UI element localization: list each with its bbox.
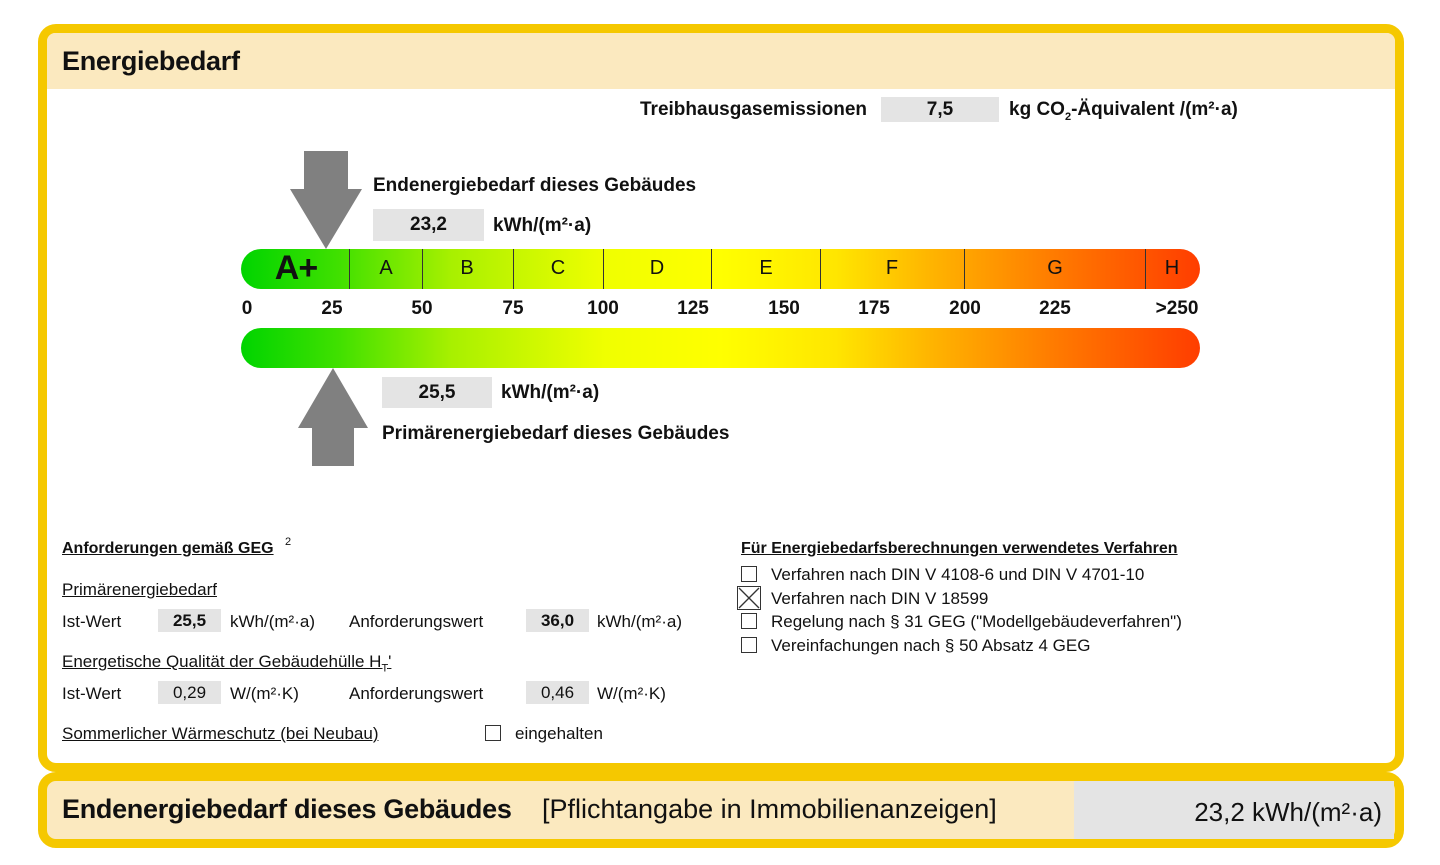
envelope-heading: Energetische Qualität der Gebäudehülle $H_T'$	[62, 652, 392, 675]
energy-gradient-bar	[241, 328, 1200, 368]
primary-req-value: 36,0	[526, 609, 589, 632]
scale-tick: 0	[241, 298, 253, 319]
class-divider	[513, 249, 514, 289]
final-energy-arrow-icon	[290, 151, 362, 249]
footer-value: 23,2 kWh/(m²·a)	[1194, 797, 1382, 827]
scale-tick: 25	[321, 298, 343, 319]
envelope-ist-label: Ist-Wert	[62, 684, 122, 703]
method-checkbox-din4108[interactable]	[741, 566, 757, 582]
primary-req-unit: kWh/(m²·a)	[597, 612, 682, 631]
method-label-31geg: Regelung nach § 31 GEG ("Modellgebäudeverfahren")	[771, 612, 1182, 631]
class-label-g: G	[1047, 257, 1063, 279]
primary-energy-arrow-icon	[298, 368, 368, 466]
emissions-value: 7,5	[881, 97, 999, 122]
envelope-ist-unit: W/(m²·K)	[230, 684, 299, 703]
scale-tick: 125	[677, 298, 709, 319]
methods-title: Für Energiebedarfsberechnungen verwendetes Verfahren	[741, 540, 1178, 557]
envelope-req-label: Anforderungswert	[349, 684, 484, 703]
scale-tick: 100	[587, 298, 619, 319]
primary-energy-value: 25,5	[382, 377, 492, 408]
class-label-f: F	[885, 257, 899, 279]
final-energy-label: Endenergiebedarf dieses Gebäudes	[373, 175, 697, 196]
method-label-din4108: Verfahren nach DIN V 4108-6 und DIN V 4701-10	[771, 565, 1145, 584]
footer-subtitle: [Pflichtangabe in Immobilienanzeigen]	[542, 794, 997, 824]
emissions-unit: kg $CO_2$-Äquivalent /(m²·a)	[1009, 99, 1238, 123]
scale-tick: 200	[949, 298, 981, 319]
scale-tick: 150	[768, 298, 800, 319]
primary-requirement-heading: Primärenergiebedarf	[62, 580, 217, 599]
scale-tick: 175	[858, 298, 890, 319]
method-label-din18599: Verfahren nach DIN V 18599	[771, 589, 989, 608]
class-label-h: H	[1164, 257, 1180, 279]
class-divider	[1145, 249, 1146, 289]
envelope-req-value: 0,46	[526, 681, 589, 704]
summer-protection-label: Sommerlicher Wärmeschutz (bei Neubau)	[62, 724, 379, 743]
checkmark-x-icon	[738, 587, 760, 609]
emissions-label: Treibhausgasemissionen	[640, 99, 868, 120]
summer-protection-check-label: eingehalten	[515, 724, 603, 743]
class-divider	[711, 249, 712, 289]
scale-tick: 50	[411, 298, 433, 319]
primary-ist-unit: kWh/(m²·a)	[230, 612, 315, 631]
primary-energy-unit: kWh/(m²·a)	[501, 382, 600, 403]
method-checkbox-50geg[interactable]	[741, 637, 757, 653]
envelope-req-unit: W/(m²·K)	[597, 684, 666, 703]
class-label-d: D	[649, 257, 665, 279]
efficiency-class-scale	[241, 249, 1200, 289]
primary-ist-label: Ist-Wert	[62, 612, 122, 631]
class-divider	[964, 249, 965, 289]
scale-tick: 225	[1039, 298, 1071, 319]
class-divider	[349, 249, 350, 289]
primary-req-label: Anforderungswert	[349, 612, 484, 631]
final-energy-unit: kWh/(m²·a)	[493, 215, 592, 236]
envelope-ist-value: 0,29	[158, 681, 221, 704]
class-divider	[820, 249, 821, 289]
class-label-b: B	[460, 257, 474, 279]
panel-header	[47, 33, 1395, 89]
panel-title: Energiebedarf	[62, 46, 240, 76]
class-label-c: C	[550, 257, 566, 279]
footer-title: Endenergiebedarf dieses Gebäudes	[62, 794, 512, 824]
scale-tick: >250	[1155, 298, 1199, 319]
footer-panel	[38, 772, 1404, 848]
summer-protection-checkbox[interactable]	[485, 725, 501, 741]
primary-energy-label: Primärenergiebedarf dieses Gebäudes	[382, 423, 730, 444]
footer-value-box	[1074, 781, 1394, 839]
scale-tick: 75	[502, 298, 524, 319]
method-checkbox-31geg[interactable]	[741, 613, 757, 629]
requirements-title: Anforderungen gemäß GEG	[62, 540, 274, 557]
class-label-a-plus: A+	[274, 249, 318, 287]
method-checkbox-din18599[interactable]	[737, 586, 761, 610]
requirements-footnote: 2	[285, 536, 292, 548]
class-divider	[422, 249, 423, 289]
primary-ist-value: 25,5	[158, 609, 221, 632]
method-label-50geg: Vereinfachungen nach § 50 Absatz 4 GEG	[771, 636, 1091, 655]
final-energy-value: 23,2	[373, 209, 484, 241]
class-divider	[603, 249, 604, 289]
class-label-a: A	[379, 257, 393, 279]
class-label-e: E	[759, 257, 773, 279]
